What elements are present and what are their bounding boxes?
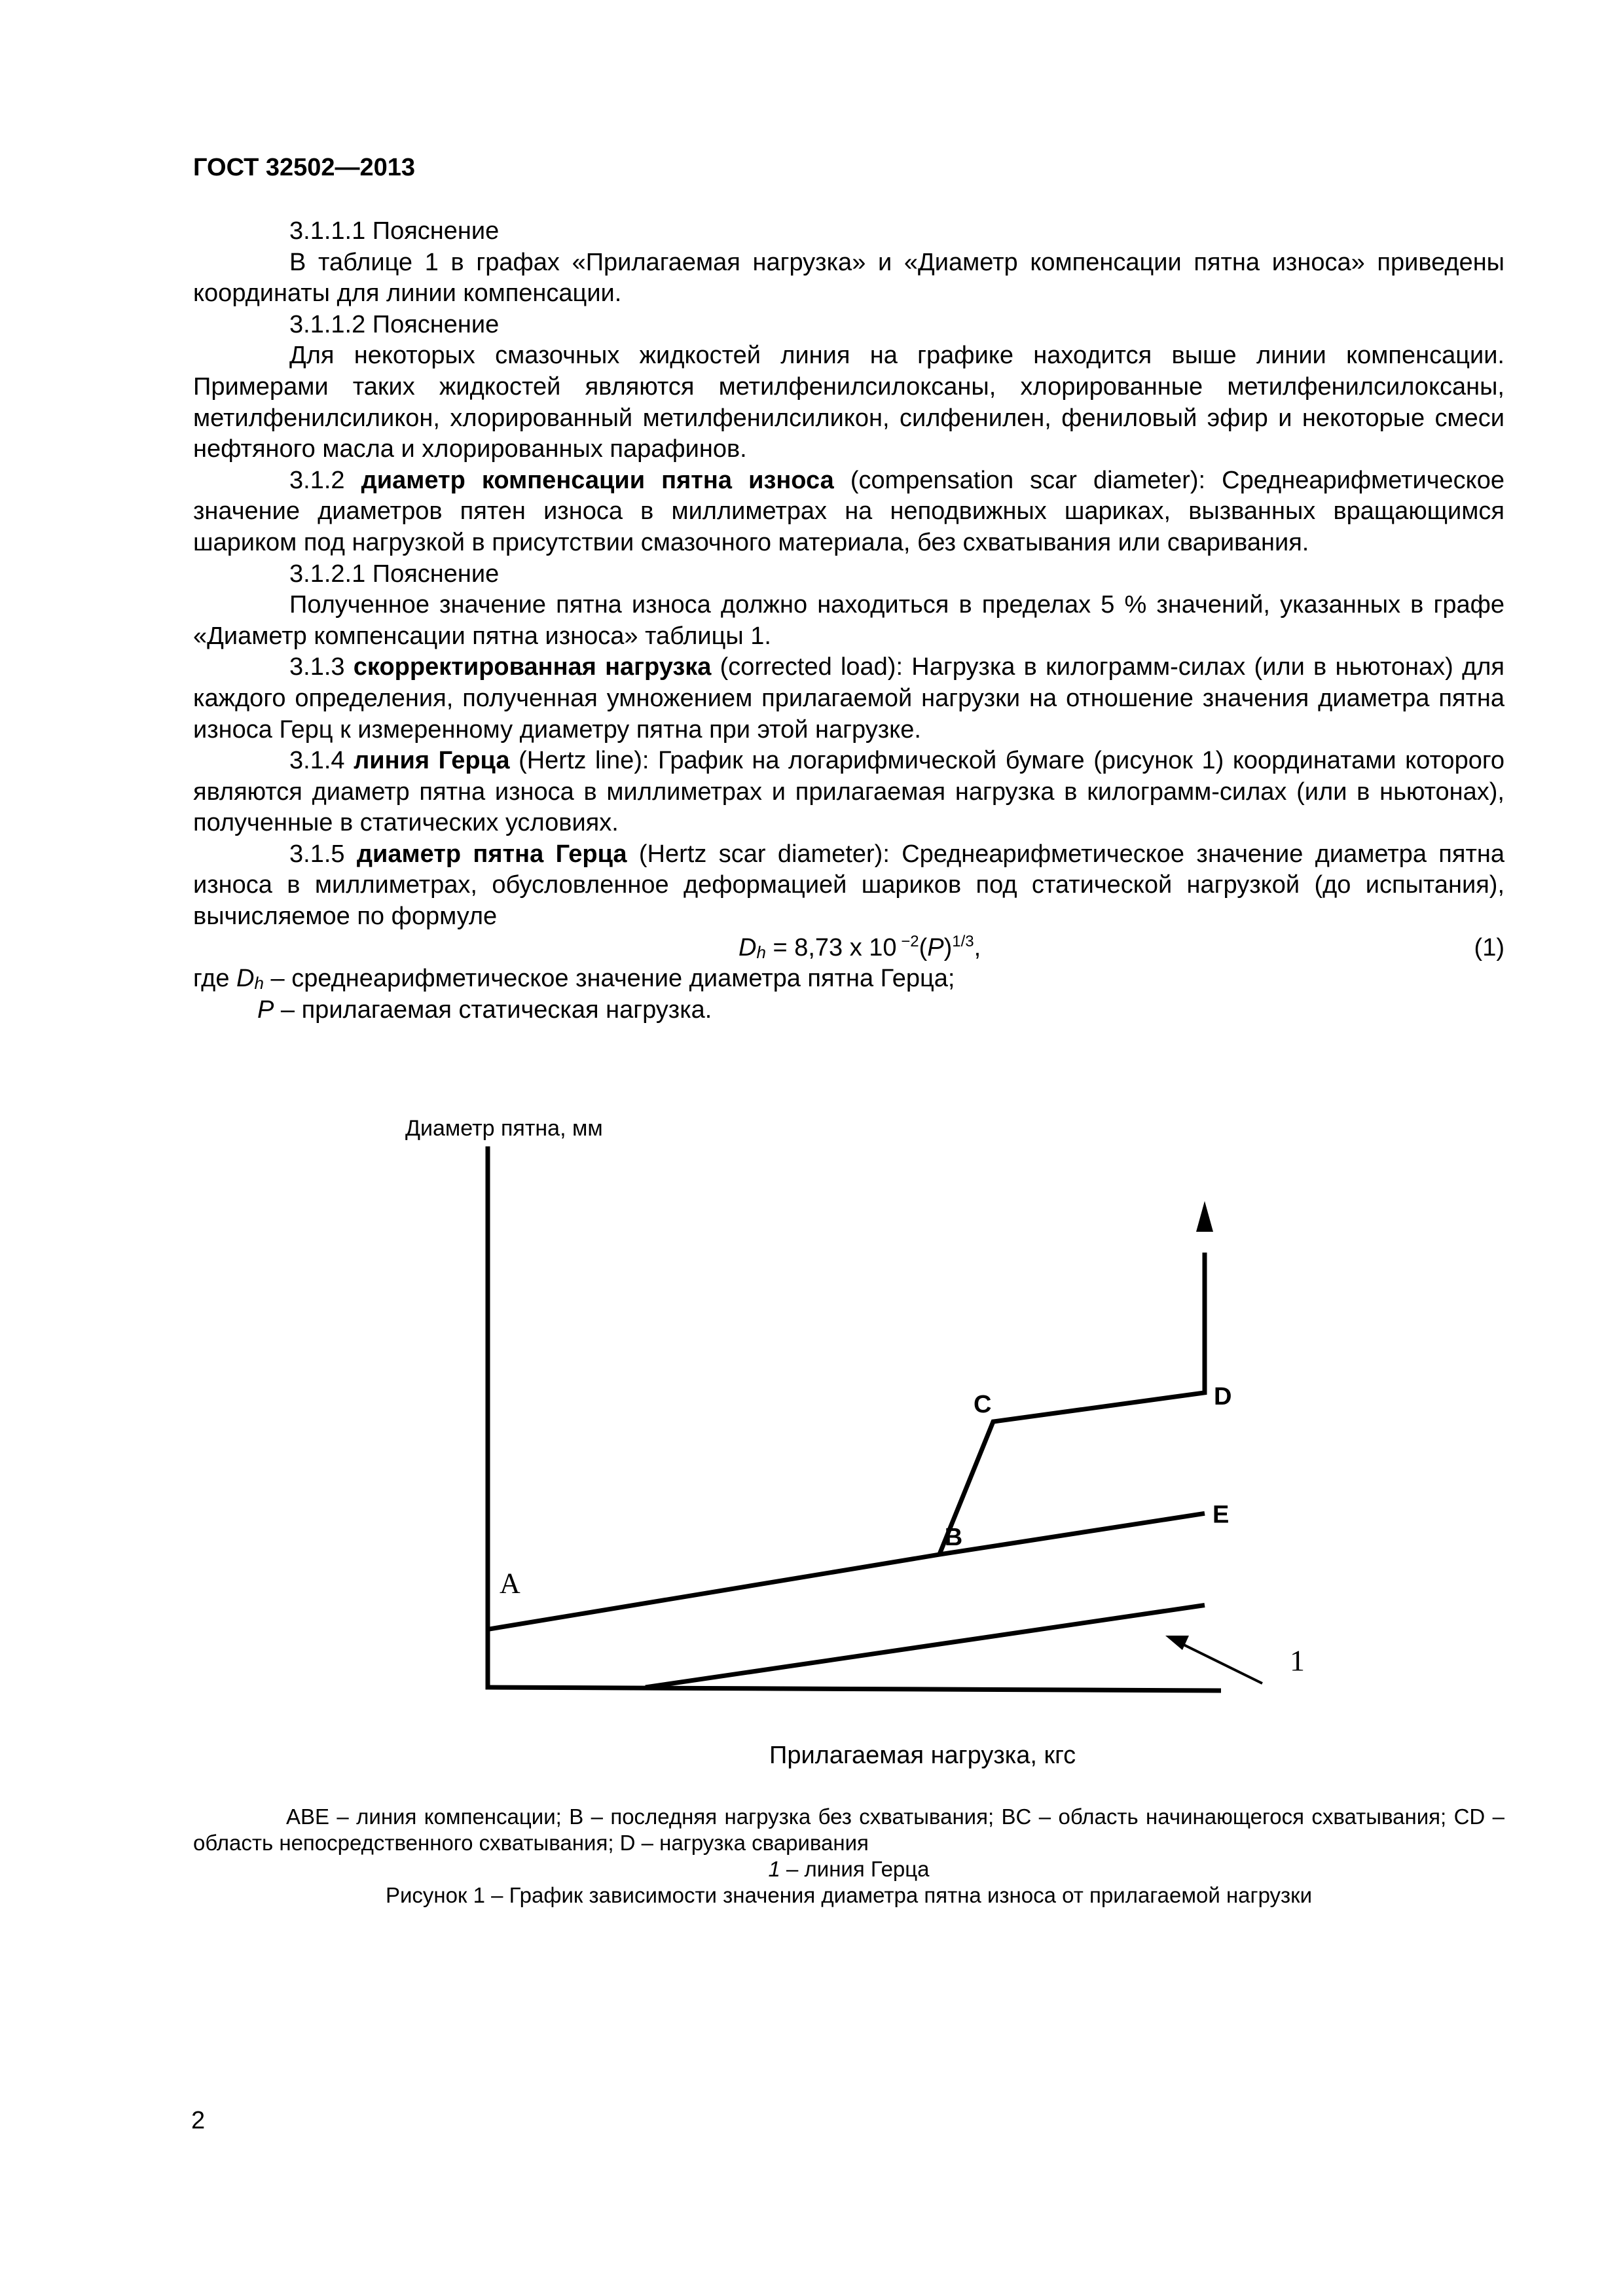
legend-text: – линия Герца — [780, 1857, 930, 1881]
term-definition: (compensation scar diameter): Среднеарифметическое значение диаметров пятен износа в миллиметрах на неподвижных шариках, вызванных вращающимся шариком под нагрузкой в присутствии смазочного материала, без схватывания или сваривания. — [193, 466, 1504, 556]
series-line-abe — [488, 1513, 1205, 1629]
formula-tail: , — [974, 933, 981, 961]
where-subscript-h: h — [254, 973, 264, 994]
term-number: 3.1.4 — [289, 747, 345, 775]
note-3-1-1-2-heading: 3.1.1.2 Пояснение — [289, 310, 500, 338]
formula-open-paren: ( — [919, 933, 928, 961]
legend-line-1: ABE – линия компенсации; B – последняя нагрузка без схватывания; BC – область начинающегося схватывания; CD – область непосредственного схватывания; D – нагрузка сваривания — [193, 1804, 1504, 1855]
term-definition: (corrected load): Нагрузка в килограмм-силах (или в ньютонах) для каждого определения, полученная умножением прилагаемой нагрузки на отношение значения диаметра пятна износа Герц к измеренному диаметру пятна при этой нагрузке. — [193, 653, 1505, 744]
term-name: диаметр компенсации пятна износа — [361, 466, 834, 494]
where-symbol-p: P — [257, 996, 274, 1024]
document-code: ГОСТ 32502—2013 — [193, 154, 416, 181]
where-text-2: – прилагаемая статическая нагрузка. — [274, 996, 712, 1024]
where-prefix: где — [193, 965, 237, 993]
point-label-1: 1 — [1290, 1643, 1305, 1677]
term-name: линия Герца — [354, 747, 510, 775]
point-label-d: D — [1214, 1382, 1232, 1410]
chart-y-axis-label: Диаметр пятна, мм — [405, 1116, 603, 1141]
formula-variable: P — [927, 933, 944, 961]
formula-middle: = 8,73 x 10 — [765, 933, 897, 961]
term-number: 3.1.3 — [289, 653, 345, 681]
chart-point-labels — [500, 1383, 1305, 1677]
x-axis-line — [488, 1687, 1221, 1691]
point-label-c: C — [974, 1391, 992, 1419]
note-3-1-2-1-heading: 3.1.2.1 Пояснение — [289, 560, 500, 588]
chart-x-axis-label: Прилагаемая нагрузка, кгс — [769, 1742, 1076, 1769]
formula-close-paren: ) — [943, 933, 953, 961]
page-number: 2 — [191, 2107, 206, 2134]
term-number: 3.1.5 — [289, 840, 345, 868]
note-3-1-2-1-text: Полученное значение пятна износа должно находиться в пределах 5 % значений, указанных в графе «Диаметр компенсации пятна износа» таблицы 1. — [193, 591, 1504, 650]
note-3-1-1-1-text: В таблице 1 в графах «Прилагаемая нагрузка» и «Диаметр компенсации пятна износа» приведены координаты для линии компенсации. — [193, 248, 1504, 308]
figure-caption: Рисунок 1 – График зависимости значения диаметра пятна износа от прилагаемой нагрузки — [385, 1883, 1313, 1907]
figure-legend — [193, 1804, 1504, 1909]
term-number: 3.1.2 — [289, 466, 345, 494]
where-symbol-d: D — [236, 965, 255, 993]
term-name: скорректированная нагрузка — [353, 653, 712, 681]
series-line-1 — [646, 1605, 1205, 1688]
term-definition: (Hertz scar diameter): Среднеарифметическое значение диаметра пятна износа в миллиметрах, обусловленное деформацией шариков под статической нагрузкой (до испытания), вычисляемое по формуле — [193, 840, 1504, 931]
note-3-1-1-1-heading: 3.1.1.1 Пояснение — [289, 217, 500, 245]
legend-number: 1 — [768, 1857, 780, 1881]
legend-line-2 — [193, 1856, 1504, 1882]
formula-symbol: D — [739, 933, 757, 961]
point-label-a: A — [500, 1567, 520, 1600]
formula-subscript: h — [756, 942, 766, 962]
arrow-up-icon — [1196, 1201, 1213, 1232]
callout-arrow-icon — [1165, 1636, 1262, 1683]
where-text-1: – среднеарифметическое значение диаметра пятна Герца; — [263, 965, 955, 993]
formula-exponent-1: −2 — [896, 932, 919, 950]
note-3-1-1-2-text: Для некоторых смазочных жидкостей линия на графике находится выше линии компенсации. Примерами таких жидкостей являются метилфенилсилоксаны, хлорированные метилфенилсилоксаны, метилфенилсиликон, хлорированный метилфенилсиликон, силфенилен, фениловый эфир и некоторые смеси нефтяного масла и хлорированных парафинов. — [193, 342, 1504, 463]
chart-series — [488, 1253, 1205, 1687]
point-label-e: E — [1213, 1501, 1230, 1529]
point-label-b: B — [944, 1524, 963, 1552]
term-name: диаметр пятна Герца — [356, 840, 627, 868]
formula-number: (1) — [1474, 933, 1504, 961]
term-definition: (Hertz line): График на логарифмической бумаге (рисунок 1) координатами которого являются диаметр пятна износа в миллиметрах и прилагаемая нагрузка в килограмм-силах (или в ньютонах), полученные в статических условиях. — [193, 747, 1504, 837]
formula-exponent-2: 1/3 — [952, 932, 974, 950]
